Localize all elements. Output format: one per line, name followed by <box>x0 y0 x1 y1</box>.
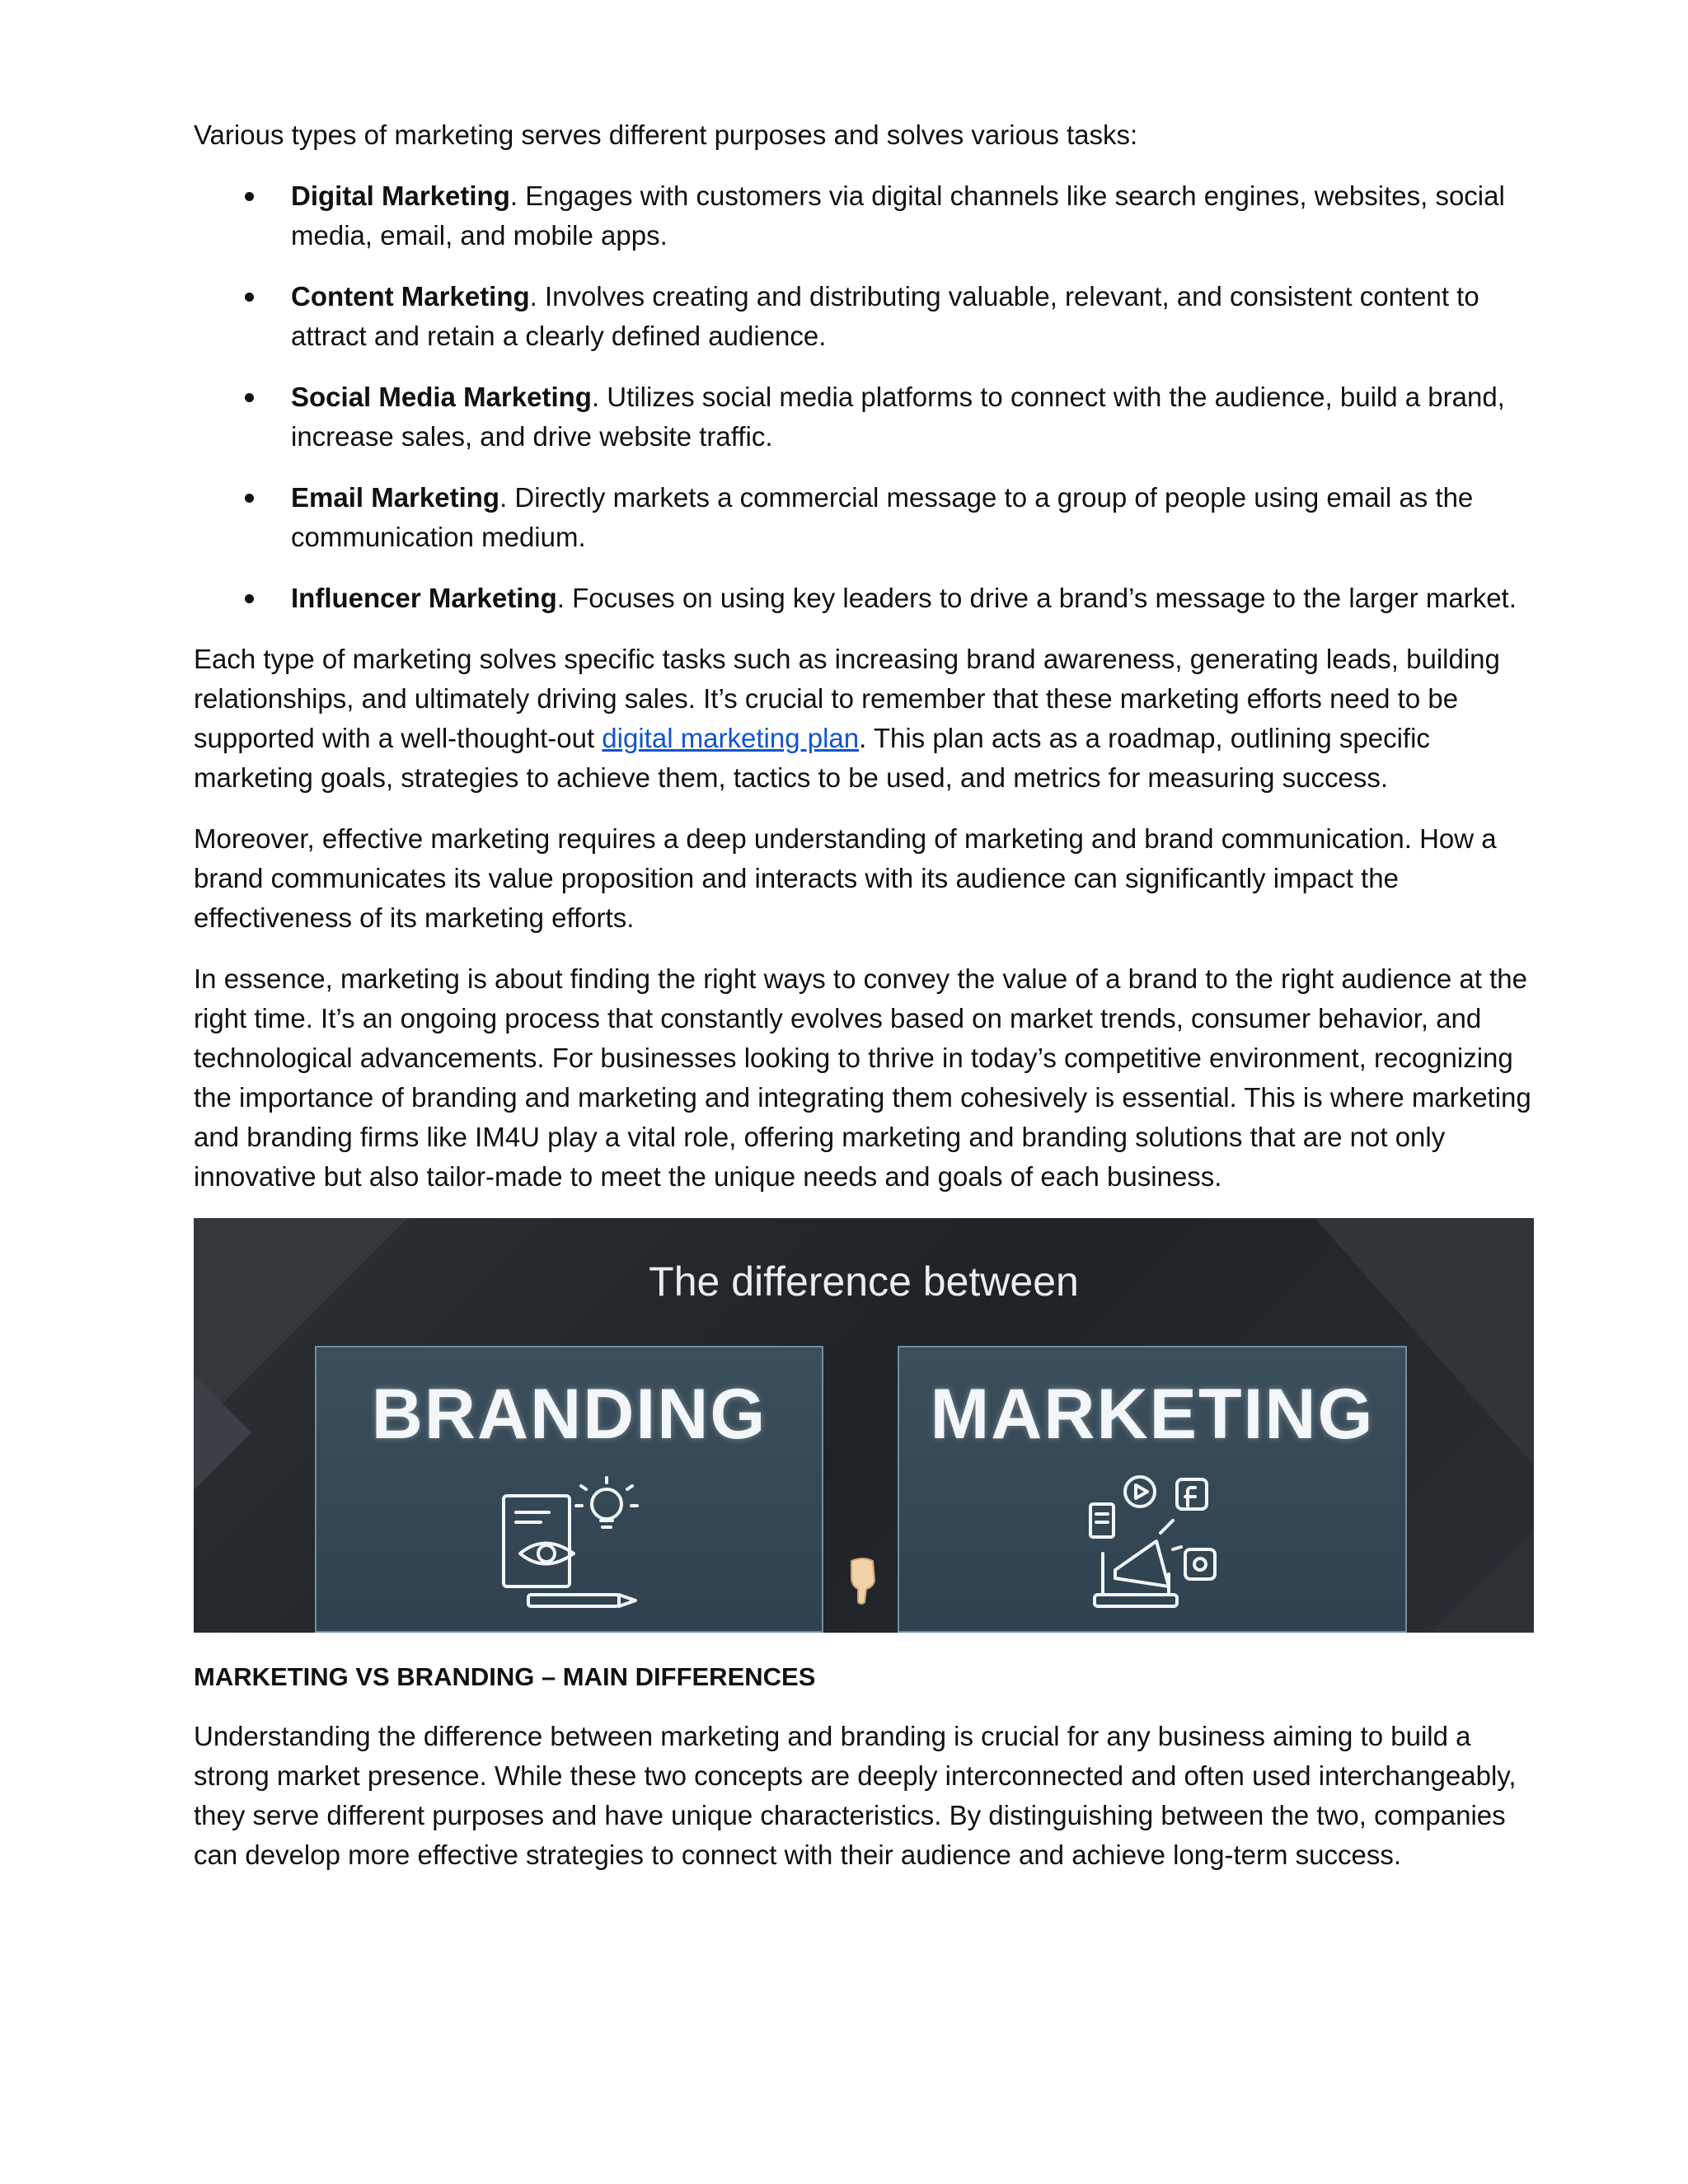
branding-card <box>315 1346 823 1633</box>
list-item-title: Content Marketing <box>291 281 530 312</box>
marketing-types-list <box>194 176 1540 618</box>
essence-paragraph: In essence, marketing is about finding the right ways to convey the value of a brand to the right audience at the right time. It’s an ongoing process that constantly evolves based on market trends, consumer behavior, and technological advancements. For businesses looking to thrive in today’s competitive environment, recognizing the importance of branding and marketing and integrating them cohesively is essential. This is where marketing and branding firms like IM4U play a vital role, offering marketing and branding solutions that are not only innovative but also tailor-made to meet the unique needs and goals of each business. <box>194 963 1531 1192</box>
list-item-text: . Utilizes social media platforms to connect with the audience, build a brand, increase sales, and drive website traffic. <box>291 382 1505 452</box>
list-item-title: Email Marketing <box>291 482 500 513</box>
list-item-title: Digital Marketing <box>291 180 510 211</box>
list-item-text: . Directly markets a commercial message to a group of people using email as the communication medium. <box>291 482 1474 552</box>
list-item-text: . Involves creating and distributing valuable, relevant, and consistent content to attract and retain a clearly defined audience. <box>291 281 1479 351</box>
branding-vs-marketing-banner <box>194 1218 1534 1633</box>
megaphone-social-icon <box>1078 1471 1226 1619</box>
differences-paragraph: Understanding the difference between marketing and branding is crucial for any business aiming to build a strong market presence. While these two concepts are deeply interconnected and often used interchangeably, they serve different purposes and have unique characteristics. By distinguishing between the two, companies can develop more effective strategies to connect with their audience and achieve long-term success. <box>194 1721 1517 1870</box>
list-item-title: Social Media Marketing <box>291 382 592 412</box>
bullet-icon <box>245 293 254 302</box>
paragraph-text-after-link: . This plan acts as a roadmap, outlining specific marketing goals, strategies to achieve them, tactics to be used, and metrics for measuring success. <box>194 723 1430 793</box>
pointing-hand-icon <box>845 1556 881 1605</box>
section-heading: MARKETING VS BRANDING – MAIN DIFFERENCES <box>194 1662 816 1691</box>
paragraph-text-before-link: Each type of marketing solves specific tasks such as increasing brand awareness, generating leads, building relationships, and ultimately driving sales. It’s crucial to remember that these marketing efforts need to be supported with a well-thought-out <box>194 644 1500 753</box>
intro-paragraph: Various types of marketing serves different purposes and solves various tasks: <box>194 120 1138 150</box>
brand-communication-paragraph: Moreover, effective marketing requires a deep understanding of marketing and brand communication. How a brand communicates its value proposition and interacts with its audience can significantly impact the effectiveness of its marketing efforts. <box>194 823 1497 933</box>
bullet-icon <box>245 494 254 503</box>
bullet-icon <box>245 192 254 201</box>
marketing-card <box>898 1346 1407 1633</box>
list-item <box>194 176 1540 255</box>
digital-marketing-plan-link[interactable]: digital marketing plan <box>602 723 860 753</box>
list-item-text: . Focuses on using key leaders to drive a brand’s message to the larger market. <box>556 583 1517 613</box>
list-item <box>194 478 1540 557</box>
marketing-label: MARKETING <box>930 1375 1375 1454</box>
marketing-plan-paragraph <box>194 640 1540 798</box>
bullet-icon <box>245 594 254 603</box>
list-item <box>194 277 1540 356</box>
list-item <box>194 377 1540 457</box>
banner-title: The difference between <box>649 1258 1079 1305</box>
list-item <box>194 579 1540 618</box>
branding-label: BRANDING <box>371 1375 767 1454</box>
list-item-text: . Engages with customers via digital channels like search engines, websites, social media, email, and mobile apps. <box>291 180 1505 251</box>
list-item-title: Influencer Marketing <box>291 583 557 613</box>
document-eye-lightbulb-icon <box>495 1471 644 1619</box>
bullet-icon <box>245 393 254 402</box>
